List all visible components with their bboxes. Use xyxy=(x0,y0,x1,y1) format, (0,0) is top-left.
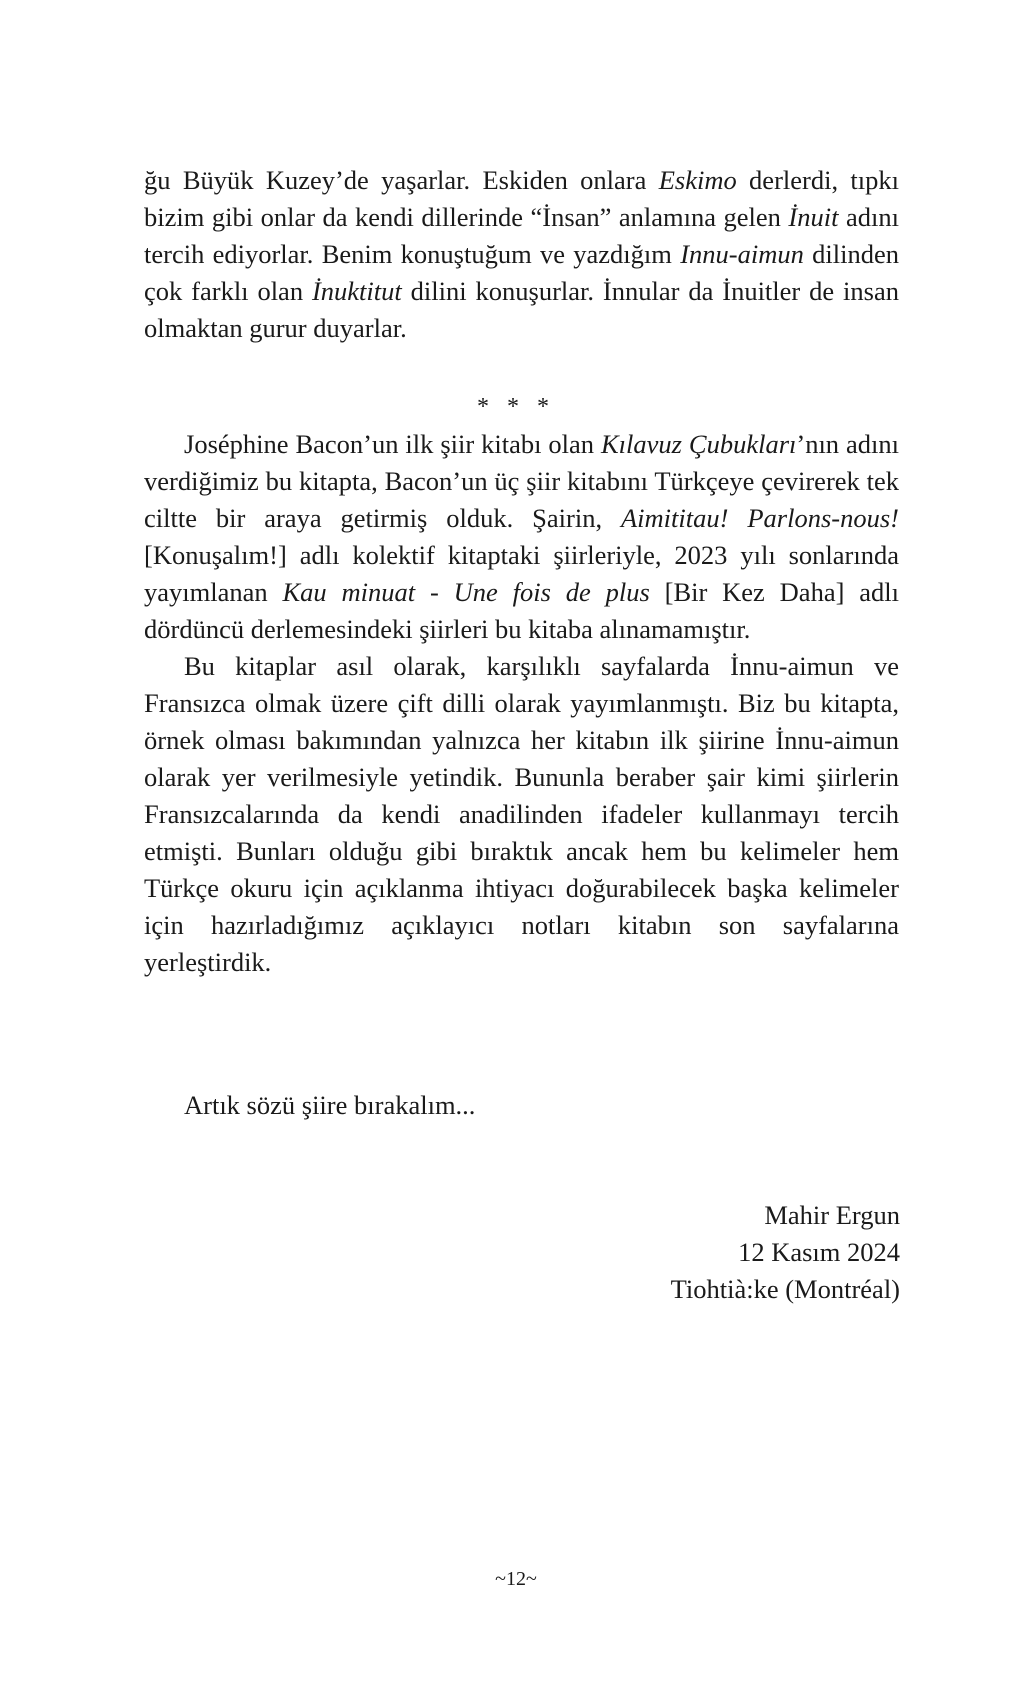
author-name: Mahir Ergun xyxy=(764,1200,900,1230)
text-span: [Konuşalım!] adlı kolektif kitaptaki şiirleriyle, 2023 yılı sonlarında yayımlanan xyxy=(144,540,899,607)
closing-line: Artık sözü şiire bırakalım... xyxy=(184,1090,476,1120)
text-span: derlerdi, tıpkı bizim gibi onlar da kendi dillerinde “İnsan” anlamına gelen xyxy=(144,165,899,232)
italic-title: Kılavuz Çubukları xyxy=(600,429,797,459)
text-span: ’nın adını verdiğimiz bu kitapta, Bacon’un üç şiir kitabını Türkçeye çevirerek tek ciltte bir araya getirmiş olduk. Şairin, xyxy=(144,429,899,533)
signature-date: 12 Kasım 2024 xyxy=(738,1237,900,1267)
body-text-main xyxy=(144,426,899,981)
text-span: dilini konuşurlar. İnnular da İnuitler de insan olmaktan gurur duyarlar. xyxy=(144,276,899,343)
italic-term: İnuktitut xyxy=(311,276,402,306)
body-text-top xyxy=(144,162,899,347)
italic-title: Kau minuat - Une fois de plus xyxy=(282,577,650,607)
text-span: ğu Büyük Kuzey’de yaşarlar. Eskiden onlara xyxy=(144,165,659,195)
text-span: [Bir Kez Daha] adlı dördüncü derlemesindeki şiirleri bu kitaba alınamamıştır. xyxy=(144,577,899,644)
text-span: dilinden çok farklı olan xyxy=(144,239,899,306)
text-span: Joséphine Bacon’un ilk şiir kitabı olan xyxy=(184,429,601,459)
paragraph-3: Bu kitaplar asıl olarak, karşılıklı sayfalarda İnnu-aimun ve Fransızca olmak üzere çift dilli olarak yayımlanmıştı. Biz bu kitapta, örnek olması bakımından yalnızca her kitabın ilk şiirine İnnu-aimun olarak yer verilmesiyle yetindik. Bununla beraber şair kimi şiirlerin Fransızcalarında da kendi anadilinden ifadeler kullanmayı tercih etmişti. Bunları olduğu gibi bıraktık ancak hem bu kelimeler hem Türkçe okuru için açıklanma ihtiyacı doğurabilecek başka kelimeler için hazırladığımız açıklayıcı notları kitabın son sayfalarına yerleştirdik. xyxy=(144,651,899,977)
italic-term: Eskimo xyxy=(658,165,737,195)
text-span: adını tercih ediyorlar. Benim konuştuğum ve yazdığım xyxy=(144,202,899,269)
section-separator: * * * xyxy=(477,394,555,420)
italic-term: İnuit xyxy=(788,202,839,232)
signature-place: Tiohtià:ke (Montréal) xyxy=(670,1274,900,1304)
paragraph-1 xyxy=(144,162,899,347)
italic-term: Innu-aimun xyxy=(680,239,804,269)
italic-title: Aimititau! Parlons-nous! xyxy=(620,503,899,533)
paragraph-2 xyxy=(144,426,899,648)
signature-block xyxy=(671,1197,900,1308)
page-number: ~12~ xyxy=(495,1568,537,1590)
